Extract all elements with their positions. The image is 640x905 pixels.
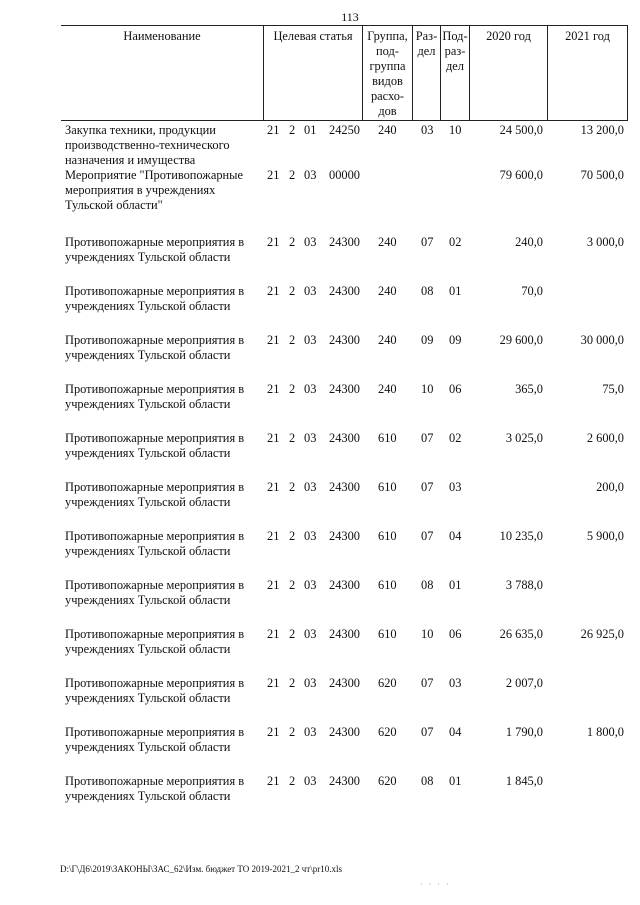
row-code-3: 03 [304, 235, 317, 249]
header-name-label: Наименование [123, 29, 201, 43]
row-code-2: 2 [289, 676, 296, 690]
row-code-3: 03 [304, 382, 317, 396]
row-name: Противопожарные мероприятия в учреждениях Тульской области [65, 333, 245, 362]
row-code-1: 21 [267, 168, 280, 182]
row-group: 620 [378, 774, 397, 788]
header-subsection [440, 25, 469, 121]
row-2020: 10 235,0 [499, 529, 543, 543]
row-section: 07 [421, 431, 434, 445]
row-group: 610 [378, 431, 397, 445]
row-subsection: 04 [449, 725, 462, 739]
row-code-3: 03 [304, 168, 317, 182]
row-section: 07 [421, 676, 434, 690]
row-code-1: 21 [267, 676, 280, 690]
header-group-line: под- [376, 44, 399, 58]
row-name: Противопожарные мероприятия в учреждениях Тульской области [65, 284, 245, 313]
row-name: Противопожарные мероприятия в учреждениях Тульской области [65, 235, 245, 264]
row-code-4: 24300 [329, 431, 360, 445]
row-name: Противопожарные мероприятия в учреждениях Тульской области [65, 676, 245, 705]
row-2021: 30 000,0 [580, 333, 624, 347]
row-name: Противопожарные мероприятия в учреждениях Тульской области [65, 431, 245, 460]
row-code-4: 24300 [329, 235, 360, 249]
row-group: 240 [378, 235, 397, 249]
table-header [61, 25, 628, 121]
row-subsection: 06 [449, 627, 462, 641]
row-code-1: 21 [267, 774, 280, 788]
row-subsection: 01 [449, 578, 462, 592]
row-code-1: 21 [267, 333, 280, 347]
row-code-4: 24250 [329, 123, 360, 137]
row-2021: 1 800,0 [586, 725, 624, 739]
row-code-1: 21 [267, 627, 280, 641]
row-code-3: 03 [304, 676, 317, 690]
row-name: Противопожарные мероприятия в учреждениях Тульской области [65, 578, 245, 607]
row-code-3: 03 [304, 284, 317, 298]
row-2020: 79 600,0 [499, 168, 543, 182]
row-2021: 2 600,0 [586, 431, 624, 445]
row-subsection: 04 [449, 529, 462, 543]
row-code-2: 2 [289, 774, 296, 788]
row-code-2: 2 [289, 235, 296, 249]
row-code-3: 03 [304, 725, 317, 739]
row-code-2: 2 [289, 725, 296, 739]
header-2020-label: 2020 год [486, 29, 531, 43]
row-section: 07 [421, 480, 434, 494]
header-target-label: Целевая статья [273, 29, 353, 43]
header-subsection-line: раз- [444, 44, 466, 58]
header-section [412, 25, 440, 121]
row-code-2: 2 [289, 480, 296, 494]
row-code-1: 21 [267, 529, 280, 543]
row-code-3: 03 [304, 529, 317, 543]
row-2021: 13 200,0 [580, 123, 624, 137]
row-subsection: 02 [449, 431, 462, 445]
row-code-1: 21 [267, 235, 280, 249]
row-2020: 365,0 [515, 382, 543, 396]
row-group: 610 [378, 627, 397, 641]
row-subsection: 10 [449, 123, 462, 137]
row-2021: 3 000,0 [586, 235, 624, 249]
row-code-4: 24300 [329, 725, 360, 739]
row-section: 07 [421, 235, 434, 249]
header-section-line: дел [417, 44, 436, 58]
row-code-2: 2 [289, 431, 296, 445]
row-subsection: 03 [449, 676, 462, 690]
row-code-2: 2 [289, 333, 296, 347]
header-group-line: видов [372, 74, 403, 88]
row-code-2: 2 [289, 382, 296, 396]
row-2021: 200,0 [596, 480, 624, 494]
row-2020: 70,0 [521, 284, 543, 298]
row-code-2: 2 [289, 284, 296, 298]
header-subsection-line: дел [446, 59, 464, 73]
header-group [362, 25, 412, 121]
row-code-4: 24300 [329, 676, 360, 690]
header-group-line: Группа, [367, 29, 408, 43]
row-2020: 29 600,0 [499, 333, 543, 347]
row-2020: 240,0 [515, 235, 543, 249]
row-subsection: 01 [449, 774, 462, 788]
row-code-2: 2 [289, 168, 296, 182]
row-group: 240 [378, 284, 397, 298]
row-group: 240 [378, 382, 397, 396]
row-group: 610 [378, 529, 397, 543]
row-section: 08 [421, 578, 434, 592]
row-section: 08 [421, 284, 434, 298]
header-subsection-line: Под- [442, 29, 468, 43]
row-subsection: 03 [449, 480, 462, 494]
row-subsection: 06 [449, 382, 462, 396]
row-name: Противопожарные мероприятия в учреждениях Тульской области [65, 480, 245, 509]
row-name: Закупка техники, продукции производственно-технического назначения и имущества [65, 123, 230, 167]
row-code-4: 24300 [329, 480, 360, 494]
page-number: 113 [341, 10, 359, 24]
row-2021: 26 925,0 [580, 627, 624, 641]
row-group: 620 [378, 676, 397, 690]
row-code-3: 03 [304, 431, 317, 445]
header-group-line: группа [369, 59, 406, 73]
row-section: 08 [421, 774, 434, 788]
row-section: 03 [421, 123, 434, 137]
row-code-1: 21 [267, 284, 280, 298]
row-code-4: 24300 [329, 774, 360, 788]
row-2020: 3 025,0 [505, 431, 543, 445]
row-2020: 3 788,0 [505, 578, 543, 592]
header-name [61, 25, 263, 121]
row-code-4: 24300 [329, 627, 360, 641]
header-2021-label: 2021 год [565, 29, 610, 43]
row-2021: 75,0 [602, 382, 624, 396]
row-2020: 1 790,0 [505, 725, 543, 739]
row-section: 10 [421, 627, 434, 641]
row-code-2: 2 [289, 123, 296, 137]
header-group-line: расхо- [370, 89, 405, 103]
file-path-footer: D:\Г\Д6\2019\ЗАКОНЫ\ЗАС_62\Изм. бюджет ТО 2019-2021_2 чт\pr10.xls [60, 864, 342, 874]
row-code-2: 2 [289, 529, 296, 543]
row-code-1: 21 [267, 578, 280, 592]
row-code-1: 21 [267, 382, 280, 396]
row-code-3: 03 [304, 480, 317, 494]
row-name: Противопожарные мероприятия в учреждениях Тульской области [65, 382, 245, 411]
row-code-4: 24300 [329, 284, 360, 298]
row-name: Противопожарные мероприятия в учреждениях Тульской области [65, 725, 245, 754]
row-name: Противопожарные мероприятия в учреждениях Тульской области [65, 774, 245, 803]
row-group: 240 [378, 123, 397, 137]
scan-mark: · · · · [420, 880, 451, 889]
row-2020: 26 635,0 [499, 627, 543, 641]
row-group: 610 [378, 480, 397, 494]
row-subsection: 02 [449, 235, 462, 249]
row-name: Противопожарные мероприятия в учреждениях Тульской области [65, 627, 245, 656]
row-section: 09 [421, 333, 434, 347]
row-code-1: 21 [267, 123, 280, 137]
row-name: Мероприятие "Противопожарные мероприятия в учреждениях Тульской области" [65, 168, 244, 212]
row-code-3: 01 [304, 123, 317, 137]
row-2021: 5 900,0 [586, 529, 624, 543]
row-code-4: 24300 [329, 529, 360, 543]
row-name: Противопожарные мероприятия в учреждениях Тульской области [65, 529, 245, 558]
row-subsection: 09 [449, 333, 462, 347]
header-section-line: Раз- [415, 29, 438, 43]
row-subsection: 01 [449, 284, 462, 298]
row-2020: 24 500,0 [499, 123, 543, 137]
row-group: 240 [378, 333, 397, 347]
row-2020: 2 007,0 [505, 676, 543, 690]
row-group: 610 [378, 578, 397, 592]
row-code-4: 24300 [329, 578, 360, 592]
row-code-3: 03 [304, 333, 317, 347]
header-2020 [469, 25, 547, 121]
row-section: 10 [421, 382, 434, 396]
header-2021 [547, 25, 628, 121]
row-code-3: 03 [304, 627, 317, 641]
row-2021: 70 500,0 [580, 168, 624, 182]
row-code-2: 2 [289, 578, 296, 592]
row-2020: 1 845,0 [505, 774, 543, 788]
row-code-4: 00000 [329, 168, 360, 182]
row-code-4: 24300 [329, 382, 360, 396]
row-code-3: 03 [304, 578, 317, 592]
header-group-line: дов [378, 104, 397, 118]
row-code-1: 21 [267, 725, 280, 739]
row-section: 07 [421, 725, 434, 739]
header-target [263, 25, 362, 121]
row-code-1: 21 [267, 480, 280, 494]
row-group: 620 [378, 725, 397, 739]
row-code-4: 24300 [329, 333, 360, 347]
row-code-1: 21 [267, 431, 280, 445]
row-code-2: 2 [289, 627, 296, 641]
row-code-3: 03 [304, 774, 317, 788]
row-section: 07 [421, 529, 434, 543]
